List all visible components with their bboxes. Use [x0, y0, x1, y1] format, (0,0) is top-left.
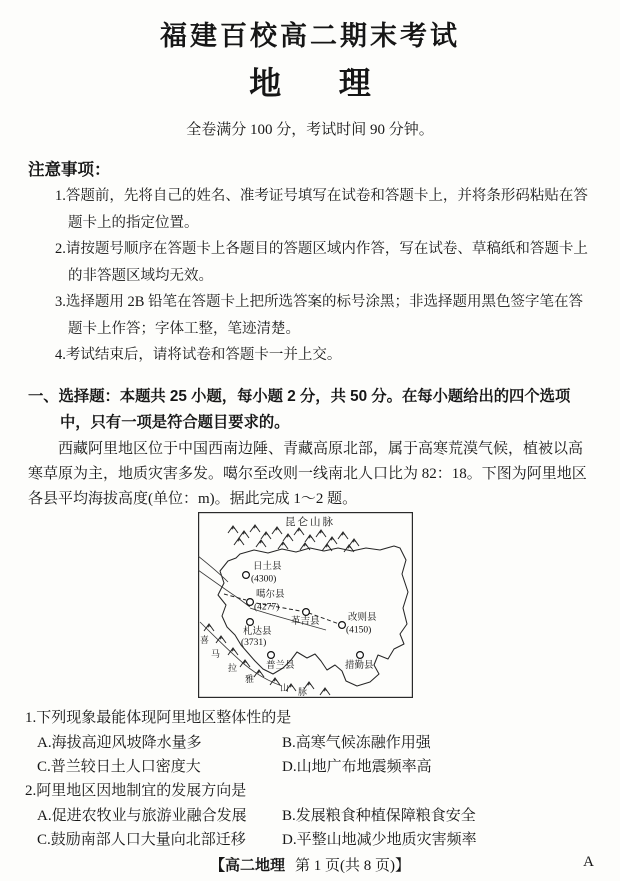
question-1-options-row-1	[37, 731, 620, 755]
notice-item-4: 4.考试结束后，请将试卷和答题卡一并上交。	[55, 347, 342, 363]
notice-item-1: 1.答题前，先将自己的姓名、准考证号填写在试卷和答题卡上，并将条形码粘贴在答题卡上的指定位置。	[55, 188, 588, 231]
south-range-char-3: 拉	[228, 663, 238, 673]
county-marker	[268, 652, 275, 659]
county-elevation: (4300)	[251, 574, 277, 585]
county-marker	[247, 599, 254, 606]
south-range-char-1: 喜	[200, 635, 210, 645]
map-svg	[198, 512, 413, 698]
paper-version-letter: A	[583, 854, 594, 870]
south-range-char-2: 马	[211, 649, 221, 659]
county-ritu	[243, 560, 282, 585]
county-elevation: (4150)	[346, 625, 372, 636]
county-name: 措勤县	[345, 661, 374, 671]
option-2a: A.促进农牧业与旅游业融合发展	[37, 808, 247, 824]
score-line: 全卷满分 100 分，考试时间 90 分钟。	[186, 122, 434, 138]
county-name: 革吉县	[291, 617, 320, 627]
notice-list	[55, 183, 593, 369]
county-burang	[266, 652, 295, 671]
page-footer	[0, 854, 620, 875]
option-1a: A.海拔高迎风坡降水量多	[37, 735, 202, 751]
county-name: 噶尔县	[256, 590, 285, 600]
county-name: 札达县	[243, 627, 272, 637]
county-zanda	[241, 619, 272, 648]
option-1b: B.高寒气候冻融作用强	[282, 735, 431, 751]
county-name: 改则县	[348, 613, 377, 623]
county-marker	[303, 609, 310, 616]
option-2b: B.发展粮食种植保障粮食安全	[282, 808, 476, 824]
county-marker	[247, 619, 254, 626]
south-range-char-4: 雅	[245, 674, 255, 684]
county-name: 普兰县	[266, 661, 295, 671]
option-1d: D.山地广布地震频率高	[282, 759, 432, 775]
section-heading: 一、选择题：本题共 25 小题，每小题 2 分，共 50 分。在每小题给出的四个选项中，只有一项是符合题目要求的。	[28, 388, 571, 431]
option-1c: C.普兰较日土人口密度大	[37, 759, 201, 775]
passage-text: 西藏阿里地区位于中国西南边陲、青藏高原北部，属于高寒荒漠气候，植被以高寒草原为主，地质灾害多发。噶尔至改则一线南北人口比为 82：18。下图为阿里地区各县平均海拔高度(单位：m)。据此完成 1～2 题。	[28, 441, 587, 507]
footer-page-number: 第 1 页(共 8 页)】	[295, 858, 410, 874]
north-range-label: 昆仑山脉	[285, 517, 335, 528]
question-2-stem: 2.阿里地区因地制宜的发展方向是	[25, 783, 247, 799]
border-dashed-segment	[224, 594, 246, 600]
county-gerze	[339, 611, 377, 636]
notice-heading: 注意事项：	[28, 161, 111, 179]
river-line-2	[198, 556, 228, 582]
question-2-options-row-1	[37, 804, 620, 828]
south-range-char-5: 山	[280, 683, 290, 693]
county-marker	[357, 652, 364, 659]
questions-area	[0, 706, 620, 852]
county-elevation: (4277)	[254, 602, 280, 613]
south-range-char-6: 脉	[298, 687, 308, 697]
subject-text: 地理	[249, 65, 429, 101]
county-cuoqin	[345, 652, 374, 671]
option-2d: D.平整山地减少地质灾害频率	[282, 832, 477, 848]
county-name: 日土县	[253, 562, 282, 572]
question-2-options-row-2	[37, 828, 620, 852]
exam-title: 福建百校高二期末考试	[160, 21, 460, 51]
county-marker	[243, 572, 250, 579]
ali-region-map	[198, 512, 413, 698]
question-1-stem: 1.下列现象最能体现阿里地区整体性的是	[25, 710, 292, 726]
county-gegyai	[291, 609, 320, 627]
notice-item-3: 3.选择题用 2B 铅笔在答题卡上把所选答案的标号涂黑；非选择题用黑色签字笔在答题卡上作答；字体工整，笔迹清楚。	[55, 294, 584, 337]
county-elevation: (3731)	[241, 638, 267, 648]
subject-title	[0, 58, 620, 104]
county-marker	[339, 622, 346, 629]
footer-subject: 【高二地理	[209, 857, 285, 874]
option-2c: C.鼓励南部人口大量向北部迁移	[37, 832, 246, 848]
region-boundary	[218, 546, 408, 686]
question-1-options-row-2	[37, 755, 620, 779]
notice-item-2: 2.请按题号顺序在答题卡上各题目的答题区域内作答，写在试卷、草稿纸和答题卡上的非答题区域均无效。	[55, 241, 588, 284]
